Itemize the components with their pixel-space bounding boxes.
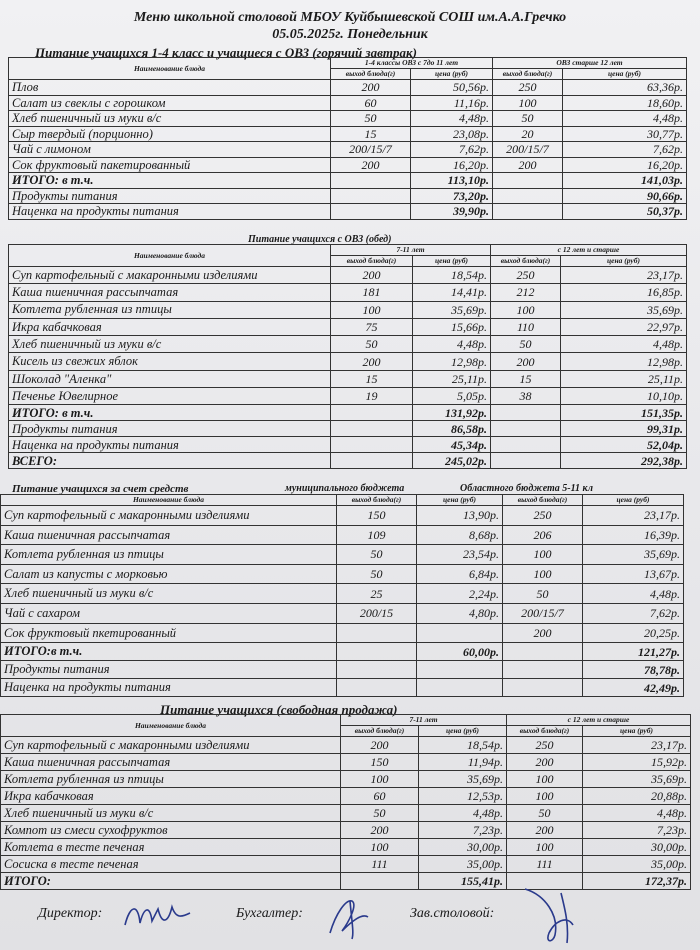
dish-price: 35,69р. xyxy=(419,771,507,788)
empty-cell xyxy=(331,437,413,453)
col-name-header: Наименование блюда xyxy=(9,58,331,80)
menu-row xyxy=(1,564,684,584)
portion-weight: 250 xyxy=(507,737,583,754)
total-row xyxy=(9,173,687,189)
total-price: 121,27р. xyxy=(583,643,684,661)
dish-name: Хлеб пшеничный из муки в/с xyxy=(9,336,331,353)
total-label: Продукты питания xyxy=(9,188,331,204)
group2-header: ОВЗ старше 12 лет xyxy=(493,58,687,69)
total-price: 39,90р. xyxy=(411,204,493,220)
dish-price: 35,69р. xyxy=(583,771,691,788)
portion-weight: 15 xyxy=(491,370,561,387)
dish-name: Сыр твердый (порционно) xyxy=(9,126,331,142)
dish-price: 11,16р. xyxy=(411,95,493,111)
portion-weight xyxy=(337,623,417,643)
total-row xyxy=(1,661,684,679)
col-price-header: цена (руб) xyxy=(417,495,503,506)
col-out-header: выход блюда(г) xyxy=(337,495,417,506)
portion-weight: 50 xyxy=(491,336,561,353)
dish-name: Каша пшеничная рассыпчатая xyxy=(1,525,337,545)
portion-weight: 60 xyxy=(341,788,419,805)
empty-cell xyxy=(493,204,563,220)
total-label: Продукты питания xyxy=(1,661,337,679)
col-out-header: выход блюда(г) xyxy=(507,726,583,737)
col-price-header: цена (руб) xyxy=(583,726,691,737)
portion-weight: 75 xyxy=(331,318,413,335)
school-title: Меню школьной столовой МБОУ Куйбышевской СОШ им.А.А.Гречко xyxy=(133,10,567,25)
total-row xyxy=(9,188,687,204)
dish-name: Котлета рубленная из птицы xyxy=(1,545,337,565)
dish-price: 13,67р. xyxy=(583,564,684,584)
dish-price: 7,62р. xyxy=(583,603,684,623)
portion-weight: 50 xyxy=(337,564,417,584)
col-out-header: выход блюда(г) xyxy=(491,256,561,267)
col-name-header: Наименование блюда xyxy=(9,245,331,267)
budget-table xyxy=(0,494,684,697)
accountant-label: Бухгалтер: xyxy=(236,906,303,921)
col-name-header: Наименование блюда xyxy=(1,715,341,737)
dish-price: 63,36р. xyxy=(563,80,687,96)
portion-weight: 100 xyxy=(491,301,561,318)
portion-weight: 20 xyxy=(493,126,563,142)
portion-weight: 250 xyxy=(503,506,583,526)
total-price: 141,03р. xyxy=(563,173,687,189)
dish-price: 35,00р. xyxy=(419,856,507,873)
dish-name: Сосиска в тесте печеная xyxy=(1,856,341,873)
menu-row xyxy=(1,856,691,873)
dish-price: 30,77р. xyxy=(563,126,687,142)
col-name-header: Наименование блюда xyxy=(1,495,337,506)
total-price: 155,41р. xyxy=(419,873,507,890)
portion-weight: 38 xyxy=(491,388,561,405)
dish-price: 4,48р. xyxy=(419,805,507,822)
menu-row xyxy=(9,388,687,405)
total-row xyxy=(9,437,687,453)
portion-weight: 206 xyxy=(503,525,583,545)
empty-cell xyxy=(331,204,411,220)
budget-title-municipal: муниципального бюджета xyxy=(285,483,405,494)
dish-price: 4,48р. xyxy=(583,805,691,822)
portion-weight: 100 xyxy=(503,545,583,565)
portion-weight: 100 xyxy=(493,95,563,111)
dish-price: 4,80р. xyxy=(417,603,503,623)
dish-price: 11,94р. xyxy=(419,754,507,771)
portion-weight: 50 xyxy=(337,545,417,565)
total-price: 172,37р. xyxy=(583,873,691,890)
dish-name: Салат из капусты с морковью xyxy=(1,564,337,584)
total-row xyxy=(1,679,684,697)
dish-name: Плов xyxy=(9,80,331,96)
menu-row xyxy=(1,805,691,822)
portion-weight: 200/15/7 xyxy=(331,142,411,158)
portion-weight: 250 xyxy=(493,80,563,96)
menu-row xyxy=(9,284,687,301)
dish-name: Хлеб пшеничный из муки в/с xyxy=(1,805,341,822)
dish-price: 25,11р. xyxy=(413,370,491,387)
portion-weight: 100 xyxy=(503,564,583,584)
dish-price: 50,56р. xyxy=(411,80,493,96)
dish-price: 12,98р. xyxy=(561,353,687,370)
portion-weight: 200 xyxy=(331,80,411,96)
dish-name: Хлеб пшеничный из муки в/с xyxy=(1,584,337,604)
menu-date: 05.05.2025г. Понедельник xyxy=(272,27,428,42)
portion-weight: 150 xyxy=(341,754,419,771)
dish-price: 35,69р. xyxy=(561,301,687,318)
empty-cell xyxy=(331,405,413,421)
total-price: 151,35р. xyxy=(561,405,687,421)
breakfast-table xyxy=(8,57,687,220)
dish-name: Котлета рубленная из птицы xyxy=(9,301,331,318)
total-price: 113,10р. xyxy=(411,173,493,189)
dish-price: 23,08р. xyxy=(411,126,493,142)
menu-row xyxy=(1,603,684,623)
portion-weight: 200/15/7 xyxy=(493,142,563,158)
portion-weight: 200 xyxy=(331,157,411,173)
group2-header: с 12 лет и старше xyxy=(507,715,691,726)
total-label: Продукты питания xyxy=(9,421,331,437)
canteen-manager-label: Зав.столовой: xyxy=(410,906,495,921)
dish-price: 23,17р. xyxy=(583,737,691,754)
menu-row xyxy=(9,142,687,158)
portion-weight: 100 xyxy=(331,301,413,318)
total-price: 73,20р. xyxy=(411,188,493,204)
empty-cell xyxy=(493,173,563,189)
total-price xyxy=(417,679,503,697)
portion-weight: 200/15 xyxy=(337,603,417,623)
dish-price: 4,48р. xyxy=(411,111,493,127)
accountant-signature xyxy=(322,893,382,943)
dish-price: 7,23р. xyxy=(419,822,507,839)
portion-weight: 200 xyxy=(507,754,583,771)
dish-price: 30,00р. xyxy=(419,839,507,856)
portion-weight: 50 xyxy=(331,336,413,353)
empty-cell xyxy=(491,437,561,453)
total-price: 86,58р. xyxy=(413,421,491,437)
menu-row xyxy=(1,754,691,771)
dish-price: 8,68р. xyxy=(417,525,503,545)
dish-price: 23,17р. xyxy=(561,267,687,284)
dish-price: 4,48р. xyxy=(563,111,687,127)
portion-weight: 60 xyxy=(331,95,411,111)
portion-weight: 111 xyxy=(507,856,583,873)
dish-name: Каша пшеничная рассыпчатая xyxy=(1,754,341,771)
menu-row xyxy=(1,506,684,526)
dish-name: Суп картофельный с макаронными изделиями xyxy=(1,737,341,754)
portion-weight: 100 xyxy=(507,839,583,856)
empty-cell xyxy=(341,873,419,890)
dish-price: 18,54р. xyxy=(419,737,507,754)
total-label: ИТОГО: в т.ч. xyxy=(9,405,331,421)
total-price: 90,66р. xyxy=(563,188,687,204)
empty-cell xyxy=(503,679,583,697)
portion-weight: 200 xyxy=(503,623,583,643)
dish-price: 35,00р. xyxy=(583,856,691,873)
menu-row xyxy=(9,370,687,387)
menu-row xyxy=(1,737,691,754)
dish-price: 20,25р. xyxy=(583,623,684,643)
dish-name: Кисель из свежих яблок xyxy=(9,353,331,370)
total-label: ВСЕГО: xyxy=(9,453,331,469)
portion-weight: 200 xyxy=(507,822,583,839)
portion-weight: 200 xyxy=(341,737,419,754)
dish-price xyxy=(417,623,503,643)
portion-weight: 181 xyxy=(331,284,413,301)
dish-price: 2,24р. xyxy=(417,584,503,604)
portion-weight: 15 xyxy=(331,126,411,142)
total-price: 45,34р. xyxy=(413,437,491,453)
dish-price: 12,53р. xyxy=(419,788,507,805)
menu-row xyxy=(9,80,687,96)
total-row xyxy=(9,453,687,469)
menu-row xyxy=(9,157,687,173)
portion-weight: 212 xyxy=(491,284,561,301)
dish-price: 20,88р. xyxy=(583,788,691,805)
menu-row xyxy=(9,353,687,370)
dish-price: 18,60р. xyxy=(563,95,687,111)
portion-weight: 100 xyxy=(341,839,419,856)
total-price: 42,49р. xyxy=(583,679,684,697)
dish-price: 4,48р. xyxy=(561,336,687,353)
free-table xyxy=(0,714,691,890)
col-price-header: цена (руб) xyxy=(583,495,684,506)
col-price-header: цена (руб) xyxy=(419,726,507,737)
dish-price: 30,00р. xyxy=(583,839,691,856)
empty-cell xyxy=(491,405,561,421)
breakfast-title: Питание учащихся 1-4 класс и учащиеся с ОВЗ (горячий завтрак) xyxy=(35,45,417,60)
dish-name: Компот из смеси сухофруктов xyxy=(1,822,341,839)
dish-price: 18,54р. xyxy=(413,267,491,284)
portion-weight: 15 xyxy=(331,370,413,387)
empty-cell xyxy=(331,421,413,437)
col-out-header: выход блюда(г) xyxy=(331,69,411,80)
empty-cell xyxy=(331,173,411,189)
portion-weight: 200 xyxy=(331,267,413,284)
portion-weight: 100 xyxy=(507,771,583,788)
total-price: 131,92р. xyxy=(413,405,491,421)
empty-cell xyxy=(331,188,411,204)
group1-header: 7-11 лет xyxy=(341,715,507,726)
empty-cell xyxy=(491,421,561,437)
total-label: ИТОГО: в т.ч. xyxy=(9,173,331,189)
empty-cell xyxy=(337,661,417,679)
dish-price: 15,92р. xyxy=(583,754,691,771)
total-label: ИТОГО:в т.ч. xyxy=(1,643,337,661)
dish-price: 10,10р. xyxy=(561,388,687,405)
dish-price: 23,17р. xyxy=(583,506,684,526)
dish-name: Чай с лимоном xyxy=(9,142,331,158)
empty-cell xyxy=(337,679,417,697)
total-price: 52,04р. xyxy=(561,437,687,453)
portion-weight: 100 xyxy=(341,771,419,788)
total-row xyxy=(9,204,687,220)
dish-name: Печенье Ювелирное xyxy=(9,388,331,405)
dish-price: 35,69р. xyxy=(413,301,491,318)
col-price-header: цена (руб) xyxy=(413,256,491,267)
menu-row xyxy=(9,267,687,284)
total-label: Наценка на продукты питания xyxy=(9,204,331,220)
dish-price: 7,62р. xyxy=(411,142,493,158)
total-price xyxy=(417,661,503,679)
dish-name: Икра кабачковая xyxy=(1,788,341,805)
menu-row xyxy=(1,771,691,788)
col-out-header: выход блюда(г) xyxy=(503,495,583,506)
portion-weight: 50 xyxy=(493,111,563,127)
col-out-header: выход блюда(г) xyxy=(341,726,419,737)
portion-weight: 200 xyxy=(331,353,413,370)
empty-cell xyxy=(331,453,413,469)
menu-row xyxy=(1,623,684,643)
portion-weight: 100 xyxy=(507,788,583,805)
dish-name: Котлета в тесте печеная xyxy=(1,839,341,856)
dish-name: Суп картофельный с макаронными изделиями xyxy=(9,267,331,284)
group1-header: 1-4 классы ОВЗ с 7до 11 лет xyxy=(331,58,493,69)
portion-weight: 50 xyxy=(507,805,583,822)
menu-row xyxy=(1,525,684,545)
total-price: 78,78р. xyxy=(583,661,684,679)
total-row xyxy=(9,405,687,421)
portion-weight: 111 xyxy=(341,856,419,873)
dish-price: 4,48р. xyxy=(413,336,491,353)
empty-cell xyxy=(493,188,563,204)
dish-name: Хлеб пшеничный из муки в/с xyxy=(9,111,331,127)
total-row xyxy=(9,421,687,437)
dish-price: 4,48р. xyxy=(583,584,684,604)
menu-row xyxy=(1,584,684,604)
dish-price: 6,84р. xyxy=(417,564,503,584)
portion-weight: 200 xyxy=(491,353,561,370)
lunch-table xyxy=(8,244,687,469)
portion-weight: 200/15/7 xyxy=(503,603,583,623)
group2-header: с 12 лет и старше xyxy=(491,245,687,256)
portion-weight: 50 xyxy=(331,111,411,127)
portion-weight: 19 xyxy=(331,388,413,405)
dish-price: 25,11р. xyxy=(561,370,687,387)
dish-price: 35,69р. xyxy=(583,545,684,565)
col-out-header: выход блюда(г) xyxy=(493,69,563,80)
empty-cell xyxy=(491,453,561,469)
dish-name: Салат из свеклы с горошком xyxy=(9,95,331,111)
dish-price: 14,41р. xyxy=(413,284,491,301)
menu-row xyxy=(9,301,687,318)
menu-row xyxy=(1,545,684,565)
empty-cell xyxy=(503,643,583,661)
portion-weight: 109 xyxy=(337,525,417,545)
dish-name: Каша пшеничная рассыпчатая xyxy=(9,284,331,301)
dish-price: 15,66р. xyxy=(413,318,491,335)
dish-name: Чай с сахаром xyxy=(1,603,337,623)
dish-name: Икра кабачковая xyxy=(9,318,331,335)
dish-price: 5,05р. xyxy=(413,388,491,405)
dish-name: Сок фруктовый пкетированный xyxy=(1,623,337,643)
empty-cell xyxy=(337,643,417,661)
total-price: 99,31р. xyxy=(561,421,687,437)
portion-weight: 150 xyxy=(337,506,417,526)
director-label: Директор: xyxy=(38,906,103,921)
portion-weight: 200 xyxy=(341,822,419,839)
total-price: 60,00р. xyxy=(417,643,503,661)
menu-row xyxy=(1,839,691,856)
dish-price: 16,20р. xyxy=(411,157,493,173)
dish-price: 23,54р. xyxy=(417,545,503,565)
budget-title-regional: Областного бюджета 5-11 кл xyxy=(460,483,593,494)
total-price: 50,37р. xyxy=(563,204,687,220)
portion-weight: 25 xyxy=(337,584,417,604)
dish-name: Котлета рубленная из птицы xyxy=(1,771,341,788)
portion-weight: 200 xyxy=(493,157,563,173)
dish-price: 7,62р. xyxy=(563,142,687,158)
menu-row xyxy=(9,111,687,127)
menu-row xyxy=(9,126,687,142)
menu-row xyxy=(1,822,691,839)
director-signature xyxy=(120,895,200,935)
dish-price: 16,20р. xyxy=(563,157,687,173)
menu-row xyxy=(1,788,691,805)
menu-row xyxy=(9,336,687,353)
col-price-header: цена (руб) xyxy=(561,256,687,267)
lunch-title: Питание учащихся с ОВЗ (обед) xyxy=(248,234,392,245)
col-price-header: цена (руб) xyxy=(563,69,687,80)
dish-price: 7,23р. xyxy=(583,822,691,839)
col-price-header: цена (руб) xyxy=(411,69,493,80)
menu-row xyxy=(9,318,687,335)
total-price: 245,02р. xyxy=(413,453,491,469)
total-price: 292,38р. xyxy=(561,453,687,469)
group1-header: 7-11 лет xyxy=(331,245,491,256)
dish-name: Шоколад "Аленка" xyxy=(9,370,331,387)
dish-name: Суп картофельный с макаронными изделиями xyxy=(1,506,337,526)
dish-price: 12,98р. xyxy=(413,353,491,370)
canteen-manager-signature xyxy=(515,885,585,947)
portion-weight: 250 xyxy=(491,267,561,284)
total-row xyxy=(1,643,684,661)
dish-price: 22,97р. xyxy=(561,318,687,335)
total-label: Наценка на продукты питания xyxy=(9,437,331,453)
empty-cell xyxy=(503,661,583,679)
budget-title: Питание учащихся за счет средств xyxy=(12,483,189,495)
dish-price: 16,85р. xyxy=(561,284,687,301)
portion-weight: 50 xyxy=(503,584,583,604)
total-label: ИТОГО: xyxy=(1,873,341,890)
menu-row xyxy=(9,95,687,111)
total-row xyxy=(1,873,691,890)
dish-name: Сок фруктовый пакетированный xyxy=(9,157,331,173)
portion-weight: 110 xyxy=(491,318,561,335)
free-title: Питание учащихся (свободная продажа) xyxy=(160,702,398,717)
portion-weight: 50 xyxy=(341,805,419,822)
dish-price: 13,90р. xyxy=(417,506,503,526)
dish-price: 16,39р. xyxy=(583,525,684,545)
total-label: Наценка на продукты питания xyxy=(1,679,337,697)
col-out-header: выход блюда(г) xyxy=(331,256,413,267)
